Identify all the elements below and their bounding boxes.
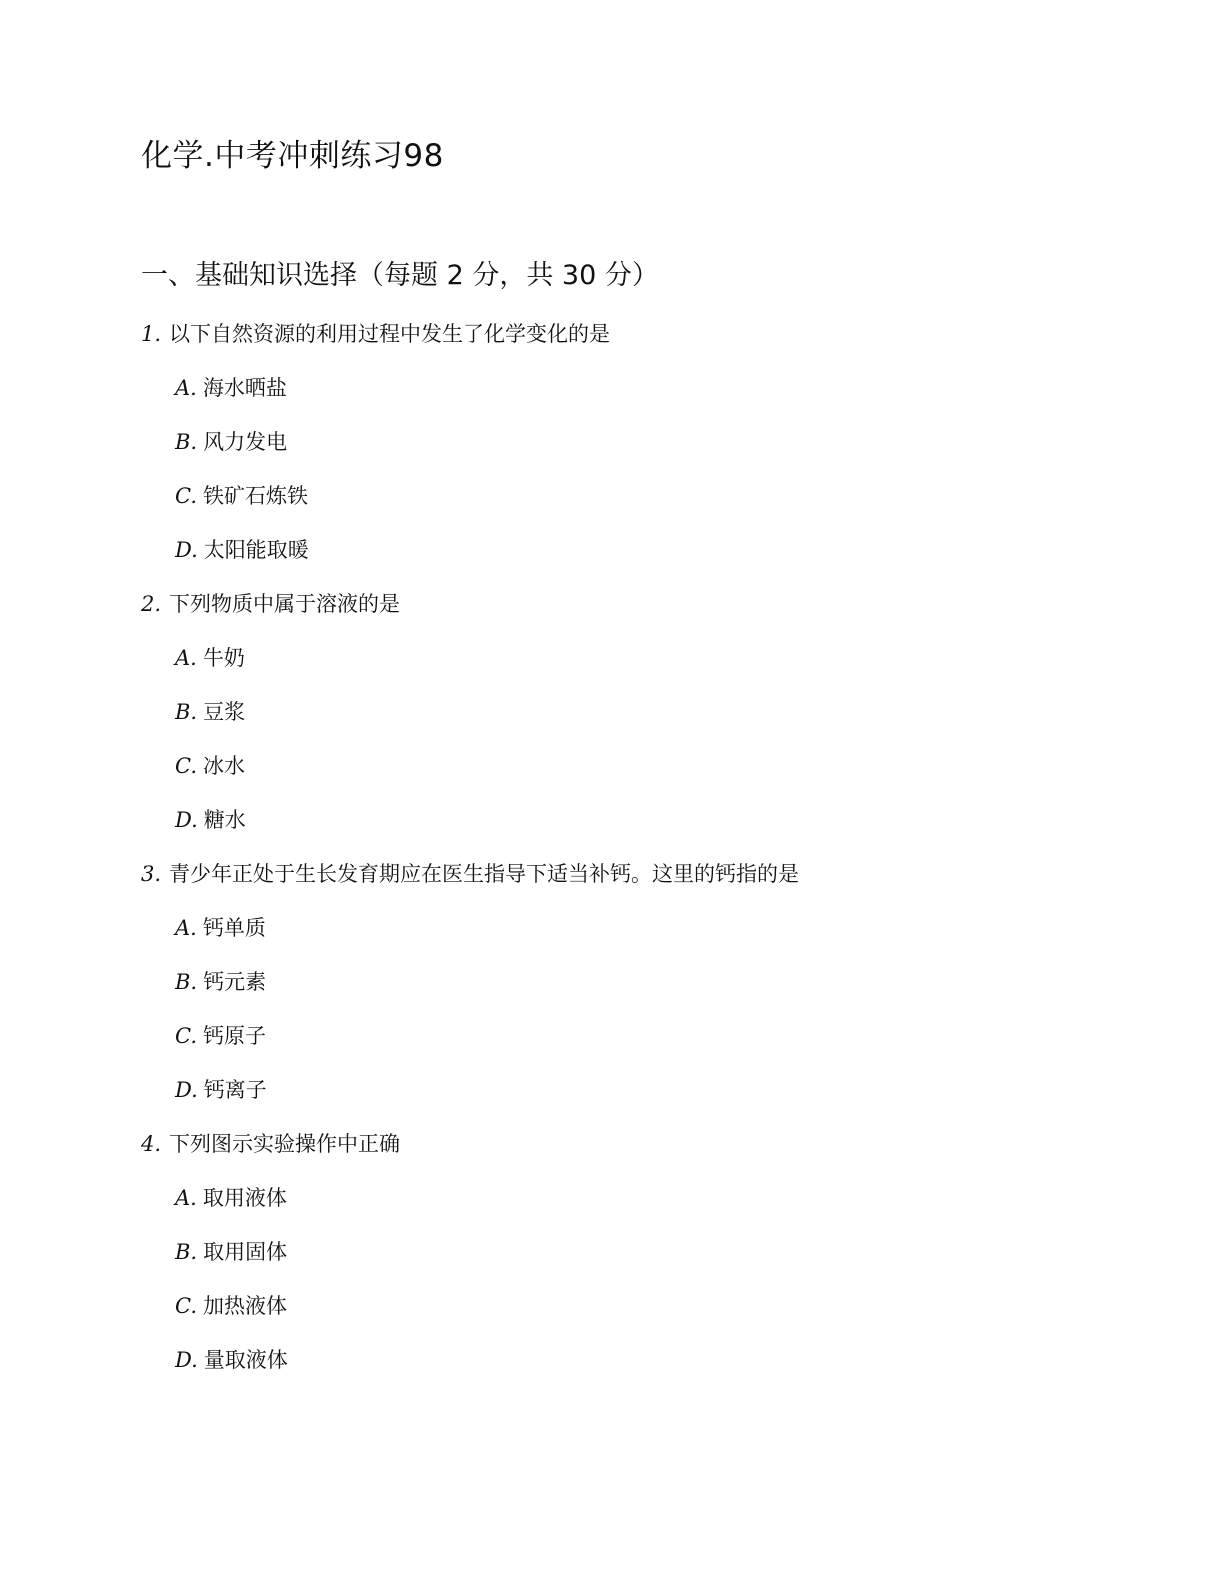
option-text: 牛奶 <box>202 646 245 670</box>
option-c <box>141 478 1141 532</box>
option-b <box>141 1234 1141 1288</box>
option-c <box>141 1018 1141 1072</box>
option-letter: B. <box>175 700 198 724</box>
question-stem <box>141 1126 1141 1180</box>
option-a <box>141 1180 1141 1234</box>
option-letter: B. <box>175 1240 198 1264</box>
option-letter: D. <box>175 538 198 562</box>
option-text: 钙元素 <box>203 970 267 994</box>
option-letter: C. <box>175 1024 197 1048</box>
document-title: 化学.中考冲刺练习98 <box>141 138 444 174</box>
question-3 <box>141 856 1141 1126</box>
option-a <box>141 640 1141 694</box>
option-letter: D. <box>175 1348 198 1372</box>
question-text: 下列图示实验操作中正确 <box>169 1132 401 1156</box>
option-letter: D. <box>175 808 198 832</box>
option-letter: B. <box>175 970 198 994</box>
option-a <box>141 370 1141 424</box>
option-text: 取用固体 <box>203 1240 288 1264</box>
option-c <box>141 1288 1141 1342</box>
option-letter: A. <box>175 376 197 400</box>
question-stem <box>141 316 1141 370</box>
option-letter: C. <box>175 1294 197 1318</box>
option-text: 取用液体 <box>202 1186 287 1210</box>
option-letter: C. <box>175 754 197 778</box>
option-text: 加热液体 <box>203 1294 287 1318</box>
question-number: 1. <box>141 322 162 346</box>
option-b <box>141 424 1141 478</box>
question-list <box>141 316 1141 1396</box>
question-number: 2. <box>141 592 162 616</box>
option-b <box>141 694 1141 748</box>
option-text: 海水晒盐 <box>202 376 287 400</box>
option-b <box>141 964 1141 1018</box>
option-text: 风力发电 <box>203 430 288 454</box>
option-text: 豆浆 <box>203 700 246 724</box>
option-text: 钙原子 <box>203 1024 266 1048</box>
question-text: 下列物质中属于溶液的是 <box>169 592 401 616</box>
option-a <box>141 910 1141 964</box>
option-letter: D. <box>175 1078 198 1102</box>
option-d <box>141 802 1141 856</box>
option-text: 铁矿石炼铁 <box>203 484 308 508</box>
option-d <box>141 1342 1141 1396</box>
option-letter: B. <box>175 430 198 454</box>
question-text: 青少年正处于生长发育期应在医生指导下适当补钙。这里的钙指的是 <box>169 862 800 886</box>
option-text: 冰水 <box>203 754 245 778</box>
option-text: 糖水 <box>203 808 246 832</box>
question-4 <box>141 1126 1141 1396</box>
question-stem <box>141 856 1141 910</box>
option-letter: A. <box>175 1186 197 1210</box>
option-text: 量取液体 <box>203 1348 288 1372</box>
question-stem <box>141 586 1141 640</box>
option-letter: A. <box>175 646 197 670</box>
option-d <box>141 532 1141 586</box>
question-2 <box>141 586 1141 856</box>
option-letter: A. <box>175 916 197 940</box>
option-letter: C. <box>175 484 197 508</box>
section-title: 一、基础知识选择（每题 2 分，共 30 分） <box>141 260 659 291</box>
option-text: 钙离子 <box>203 1078 267 1102</box>
question-number: 4. <box>141 1132 162 1156</box>
option-text: 钙单质 <box>202 916 266 940</box>
question-number: 3. <box>141 862 162 886</box>
option-d <box>141 1072 1141 1126</box>
question-1 <box>141 316 1141 586</box>
option-text: 太阳能取暖 <box>203 538 309 562</box>
option-c <box>141 748 1141 802</box>
question-text: 以下自然资源的利用过程中发生了化学变化的是 <box>169 322 611 346</box>
